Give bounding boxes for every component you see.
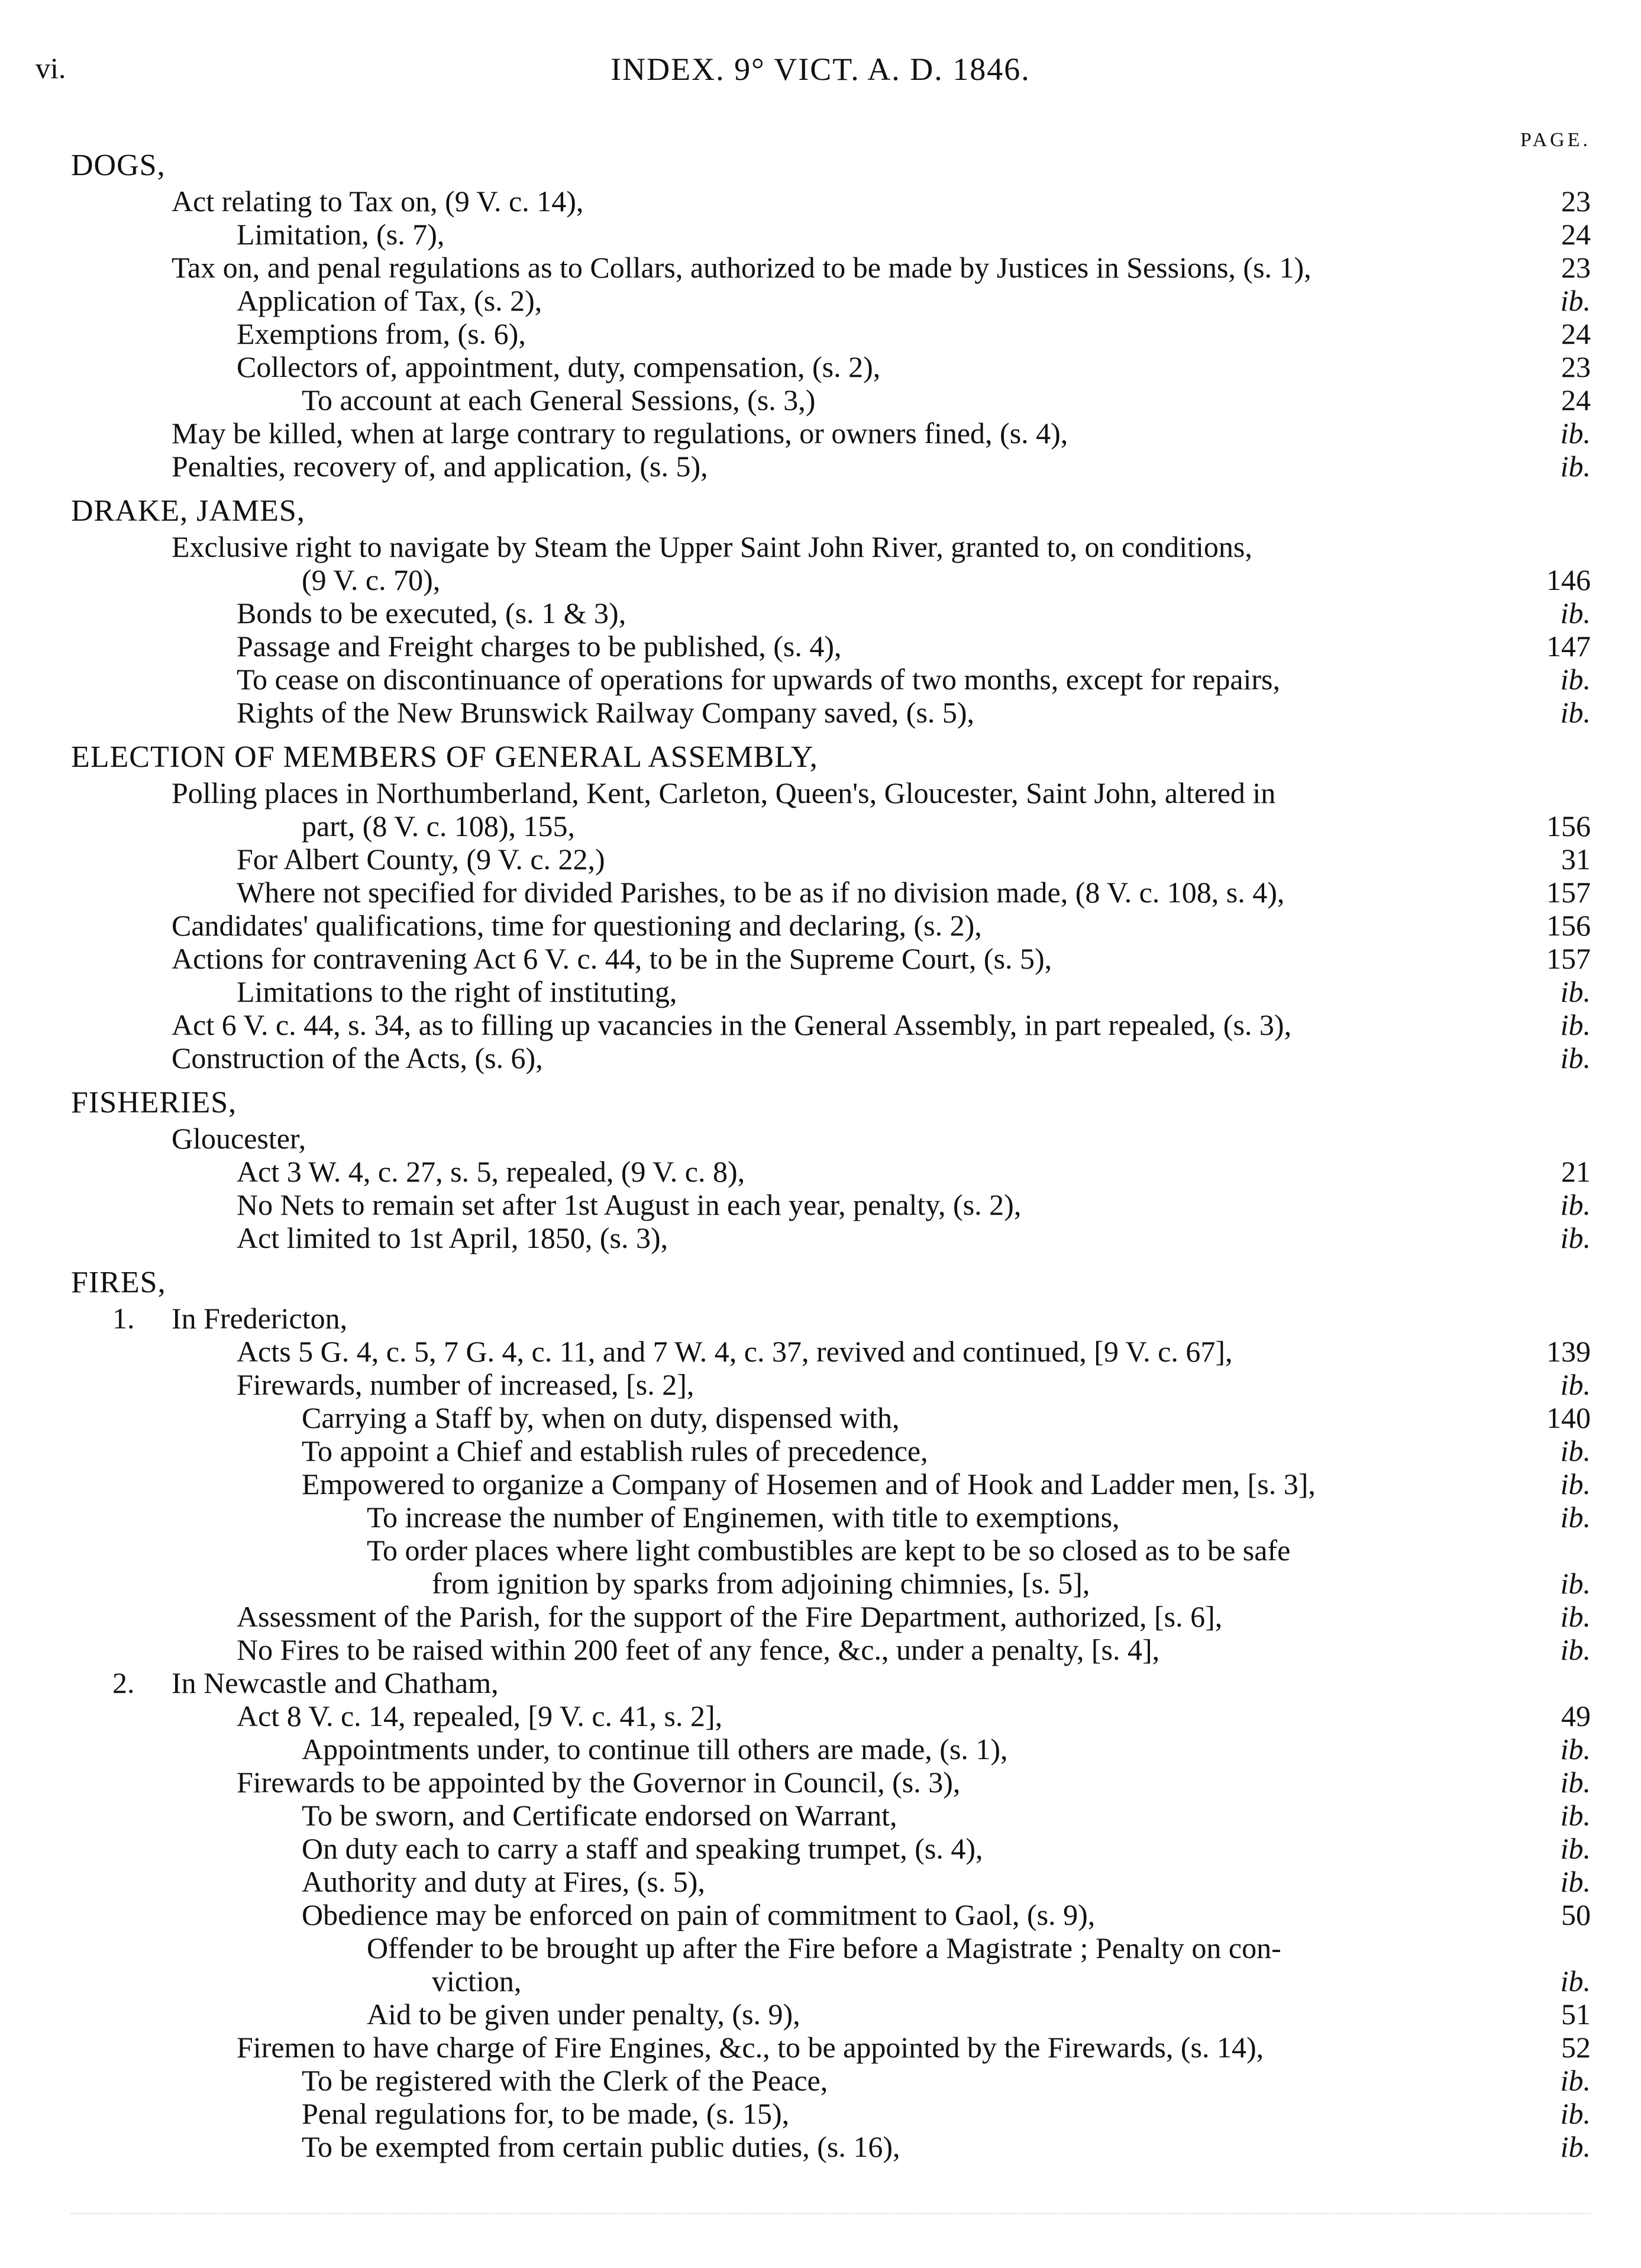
entry-text: Application of Tax, (s. 2), <box>237 284 542 317</box>
entry-marker: 1. <box>112 1302 135 1335</box>
entry-text: Candidates' qualifications, time for questioning and declaring, (s. 2), <box>172 909 982 942</box>
index-entry <box>0 183 1641 219</box>
entry-text: On duty each to carry a staff and speaking trumpet, (s. 4), <box>302 1832 983 1865</box>
index-entry <box>0 908 1641 943</box>
entry-page: 21 <box>1561 1155 1591 1188</box>
index-entry <box>0 1764 1641 1800</box>
entry-text: Firewards to be appointed by the Governor in Council, (s. 3), <box>237 1766 961 1799</box>
entry-text: Aid to be given under penalty, (s. 9), <box>367 1998 800 2031</box>
index-entry <box>0 1367 1641 1402</box>
index-entry <box>0 628 1641 664</box>
entry-text: May be killed, when at large contrary to regulations, or owners fined, (s. 4), <box>172 417 1068 450</box>
entry-page: ib. <box>1560 1600 1591 1633</box>
entry-page: 156 <box>1546 809 1591 843</box>
section-heading: FIRES, <box>71 1266 166 1299</box>
entry-page: 156 <box>1546 909 1591 942</box>
entry-page: ib. <box>1560 1434 1591 1467</box>
entry-text: Firewards, number of increased, [s. 2], <box>237 1368 694 1401</box>
entry-page: ib. <box>1560 2097 1591 2130</box>
entry-text: To account at each General Sessions, (s. 3,) <box>302 383 816 417</box>
index-entry <box>0 283 1641 318</box>
bottom-rule <box>71 2213 1591 2214</box>
index-entry <box>0 1187 1641 1222</box>
index-entry <box>0 1040 1641 1076</box>
entry-text: Act 8 V. c. 14, repealed, [9 V. c. 41, s. 2], <box>237 1699 723 1733</box>
entry-page: 24 <box>1561 218 1591 251</box>
entry-page: 24 <box>1561 317 1591 350</box>
entry-text: Appointments under, to continue till others are made, (s. 1), <box>302 1733 1008 1766</box>
index-entry <box>0 808 1641 844</box>
entry-text: Actions for contravening Act 6 V. c. 44, to be in the Supreme Court, (s. 5), <box>172 942 1052 975</box>
index-entry <box>0 2063 1641 2098</box>
index-entry <box>0 349 1641 385</box>
index-entry <box>0 1897 1641 1933</box>
entry-text: Act 3 W. 4, c. 27, s. 5, repealed, (9 V. c. 8), <box>237 1155 745 1188</box>
entry-page: ib. <box>1560 417 1591 450</box>
index-entry <box>0 1798 1641 1833</box>
index-entry <box>0 562 1641 598</box>
index-entry <box>0 1400 1641 1435</box>
index-entry <box>0 841 1641 877</box>
entry-page: ib. <box>1560 1799 1591 1832</box>
index-entry <box>0 941 1641 976</box>
entry-page: 23 <box>1561 185 1591 218</box>
index-entry <box>0 2096 1641 2131</box>
entry-page: 24 <box>1561 383 1591 417</box>
index-entry <box>0 1831 1641 1866</box>
entry-text: Act limited to 1st April, 1850, (s. 3), <box>237 1221 668 1254</box>
entry-text: Penalties, recovery of, and application, (s. 5), <box>172 450 708 483</box>
entry-text: No Nets to remain set after 1st August in each year, penalty, (s. 2), <box>237 1188 1022 1221</box>
index-entry <box>0 1930 1641 1966</box>
entry-page: ib. <box>1560 1467 1591 1501</box>
entry-text: Polling places in Northumberland, Kent, Carleton, Queen's, Gloucester, Saint John, altered in <box>172 776 1276 809</box>
entry-page: 147 <box>1546 630 1591 663</box>
index-entry <box>0 2030 1641 2065</box>
entry-text: viction, <box>432 1964 522 1998</box>
entry-text: Offender to be brought up after the Fire before a Magistrate ; Penalty on con- <box>367 1931 1281 1964</box>
entry-text: In Newcastle and Chatham, <box>172 1666 499 1699</box>
entry-text: Collectors of, appointment, duty, compensation, (s. 2), <box>237 350 881 383</box>
entry-text: (9 V. c. 70), <box>302 563 441 596</box>
entry-page: ib. <box>1560 284 1591 317</box>
entry-page: 23 <box>1561 350 1591 383</box>
entry-page: 52 <box>1561 2031 1591 2064</box>
entry-text: Gloucester, <box>172 1122 306 1155</box>
entry-text: In Fredericton, <box>172 1302 348 1335</box>
index-entry <box>0 1466 1641 1502</box>
entry-text: Acts 5 G. 4, c. 5, 7 G. 4, c. 11, and 7 W. 4, c. 37, revived and continued, [9 V. c. 67], <box>237 1335 1233 1368</box>
entry-text: Where not specified for divided Parishes, to be as if no division made, (8 V. c. 108, s. 4), <box>237 876 1285 909</box>
entry-page: 146 <box>1546 563 1591 596</box>
index-entry <box>0 1499 1641 1535</box>
index-entry <box>0 1007 1641 1043</box>
entry-text: Exemptions from, (s. 6), <box>237 317 526 350</box>
index-entry <box>0 449 1641 484</box>
entry-text: Carrying a Staff by, when on duty, dispensed with, <box>302 1401 900 1434</box>
entry-page: ib. <box>1560 975 1591 1008</box>
page-column-label: PAGE. <box>1520 129 1591 151</box>
entry-page: ib. <box>1560 1865 1591 1898</box>
entry-text: To cease on discontinuance of operations for upwards of two months, except for repairs, <box>237 663 1281 696</box>
entry-text: Firemen to have charge of Fire Engines, &c., to be appointed by the Firewards, (s. 14), <box>237 2031 1264 2064</box>
entry-page: ib. <box>1560 1188 1591 1221</box>
entry-text: Tax on, and penal regulations as to Collars, authorized to be made by Justices in Sessions, (s. 1), <box>172 251 1311 284</box>
entry-text: Empowered to organize a Company of Hosemen and of Hook and Ladder men, [s. 3], <box>302 1467 1316 1501</box>
index-entry <box>0 662 1641 697</box>
entry-text: from ignition by sparks from adjoining chimnies, [s. 5], <box>432 1567 1090 1600</box>
entry-page: ib. <box>1560 1368 1591 1401</box>
entry-text: Rights of the New Brunswick Railway Company saved, (s. 5), <box>237 696 975 729</box>
entry-page: ib. <box>1560 1766 1591 1799</box>
entry-page: ib. <box>1560 1041 1591 1075</box>
index-entry <box>0 529 1641 564</box>
entry-text: Act relating to Tax on, (9 V. c. 14), <box>172 185 584 218</box>
index-entry <box>0 1599 1641 1634</box>
index-entry <box>0 1665 1641 1701</box>
entry-page: ib. <box>1560 663 1591 696</box>
section-heading: FISHERIES, <box>71 1086 237 1120</box>
entry-text: To be exempted from certain public duties, (s. 16), <box>302 2130 900 2163</box>
entry-page: 157 <box>1546 942 1591 975</box>
entry-text: To increase the number of Enginemen, with title to exemptions, <box>367 1501 1120 1534</box>
index-entry <box>0 382 1641 418</box>
entry-text: For Albert County, (9 V. c. 22,) <box>237 843 605 876</box>
entry-text: To appoint a Chief and establish rules of precedence, <box>302 1434 928 1467</box>
index-entry <box>0 1154 1641 1189</box>
index-entry <box>0 1533 1641 1568</box>
index-entry <box>0 1220 1641 1256</box>
index-entry <box>0 1566 1641 1601</box>
entry-page: ib. <box>1560 1221 1591 1254</box>
index-entry <box>0 217 1641 252</box>
entry-page: 51 <box>1561 1998 1591 2031</box>
entry-page: 50 <box>1561 1898 1591 1931</box>
index-entry <box>0 1996 1641 2032</box>
section-heading: DRAKE, JAMES, <box>71 494 305 528</box>
entry-page: 157 <box>1546 876 1591 909</box>
entry-page: 31 <box>1561 843 1591 876</box>
entry-text: Obedience may be enforced on pain of commitment to Gaol, (s. 9), <box>302 1898 1096 1931</box>
index-entry <box>0 1121 1641 1156</box>
index-entry <box>0 974 1641 1009</box>
entry-page: ib. <box>1560 1733 1591 1766</box>
index-entry <box>0 775 1641 811</box>
entry-page: 139 <box>1546 1335 1591 1368</box>
entry-page: ib. <box>1560 1964 1591 1998</box>
entry-text: Act 6 V. c. 44, s. 34, as to filling up vacancies in the General Assembly, in part repealed, (s. 3), <box>172 1008 1292 1041</box>
index-entry <box>0 2129 1641 2164</box>
index-entry <box>0 1864 1641 1899</box>
entry-text: No Fires to be raised within 200 feet of any fence, &c., under a penalty, [s. 4], <box>237 1633 1160 1666</box>
section-heading: DOGS, <box>71 149 166 182</box>
entry-text: Exclusive right to navigate by Steam the Upper Saint John River, granted to, on conditions, <box>172 530 1252 563</box>
entry-text: To order places where light combustibles are kept to be so closed as to be safe <box>367 1534 1291 1567</box>
index-entry <box>0 1632 1641 1667</box>
entry-text: Construction of the Acts, (s. 6), <box>172 1041 543 1075</box>
entry-text: Bonds to be executed, (s. 1 & 3), <box>237 596 626 630</box>
entry-page: ib. <box>1560 450 1591 483</box>
entry-page: 23 <box>1561 251 1591 284</box>
index-entry <box>0 1698 1641 1734</box>
entry-text: part, (8 V. c. 108), 155, <box>302 809 575 843</box>
index-entry <box>0 316 1641 351</box>
index-entry <box>0 1301 1641 1336</box>
entry-page: ib. <box>1560 2130 1591 2163</box>
entry-text: Limitation, (s. 7), <box>237 218 445 251</box>
entry-page: ib. <box>1560 1008 1591 1041</box>
entry-text: Limitations to the right of instituting, <box>237 975 677 1008</box>
index-entry <box>0 695 1641 730</box>
index-entry <box>0 1963 1641 1999</box>
entry-page: ib. <box>1560 2064 1591 2097</box>
entry-page: ib. <box>1560 1633 1591 1666</box>
entry-text: To be registered with the Clerk of the Peace, <box>302 2064 828 2097</box>
entry-page: ib. <box>1560 1501 1591 1534</box>
entry-page: ib. <box>1560 696 1591 729</box>
section-heading: ELECTION OF MEMBERS OF GENERAL ASSEMBLY, <box>71 740 818 774</box>
entry-page: ib. <box>1560 596 1591 630</box>
entry-text: Passage and Freight charges to be published, (s. 4), <box>237 630 842 663</box>
index-entry <box>0 250 1641 285</box>
entry-page: 49 <box>1561 1699 1591 1733</box>
entry-page: ib. <box>1560 1567 1591 1600</box>
index-entry <box>0 1433 1641 1469</box>
index-entry <box>0 875 1641 910</box>
entry-page: ib. <box>1560 1832 1591 1865</box>
running-title: INDEX. 9° VICT. A. D. 1846. <box>610 51 1031 87</box>
index-entry <box>0 415 1641 451</box>
index-entry <box>0 1334 1641 1369</box>
index-entry <box>0 595 1641 631</box>
entry-text: Assessment of the Parish, for the support of the Fire Department, authorized, [s. 6], <box>237 1600 1223 1633</box>
entry-text: To be sworn, and Certificate endorsed on Warrant, <box>302 1799 897 1832</box>
entry-text: Authority and duty at Fires, (s. 5), <box>302 1865 705 1898</box>
entry-page: 140 <box>1546 1401 1591 1434</box>
index-entry <box>0 1731 1641 1767</box>
folio: vi. <box>35 51 66 85</box>
entry-marker: 2. <box>112 1666 135 1699</box>
entry-text: Penal regulations for, to be made, (s. 15), <box>302 2097 790 2130</box>
